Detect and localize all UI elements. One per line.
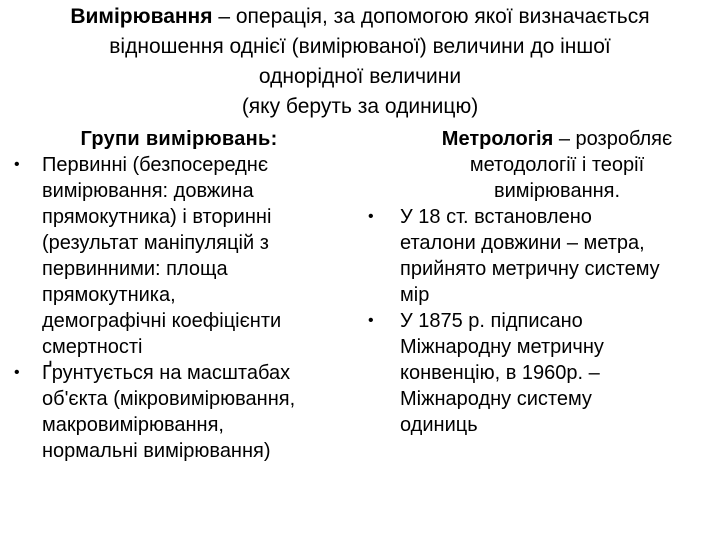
left-item-1-line: Первинні (безпосереднє: [42, 154, 269, 176]
right-bullet-item-2: [356, 308, 716, 438]
left-item-1-line: смертності: [42, 336, 143, 358]
right-bullet-list: [356, 204, 716, 438]
definition-term: Вимірювання: [70, 5, 213, 28]
left-heading: Групи вимірювань:: [80, 128, 278, 150]
left-item-1-line: вимірювання: довжина: [42, 180, 254, 202]
left-item-1-line: первинними: площа: [42, 258, 228, 280]
bullet-icon: •: [14, 364, 20, 381]
definition-block: [10, 2, 710, 122]
left-item-2-line: нормальні вимірювання): [42, 440, 271, 462]
definition-line-4: (яку беруть за одиницю): [241, 95, 479, 118]
definition-line-2: відношення однієї (вимірюваної) величини до іншої: [109, 35, 611, 58]
left-item-1-line: (результат маніпуляцій з: [42, 232, 269, 254]
right-item-2-line: Міжнародну систему: [400, 388, 592, 410]
definition-line-1-rest: – операція, за допомогою якої визначається: [212, 5, 650, 28]
left-item-2-line: об'єкта (мікровимірювання,: [42, 388, 296, 410]
right-column: [356, 126, 716, 438]
left-bullet-list: [14, 152, 344, 464]
left-column: [14, 126, 344, 464]
right-item-1-line: У 18 ст. встановлено: [400, 206, 592, 228]
right-heading-term: Метрологія: [441, 128, 554, 150]
right-heading-line-3: вимірювання.: [493, 180, 621, 202]
right-heading-line-1: [398, 126, 716, 152]
left-bullet-item-2: [14, 360, 344, 464]
bullet-icon: •: [368, 312, 374, 329]
definition-line-3: однорідної величини: [258, 65, 462, 88]
right-heading: [356, 126, 716, 204]
right-item-2-line: одиниць: [400, 414, 478, 436]
left-item-2-line: макровимірювання,: [42, 414, 224, 436]
bullet-icon: •: [368, 208, 374, 225]
right-item-2-line: Міжнародну метричну: [400, 336, 604, 358]
left-item-1-line: прямокутника) і вторинні: [42, 206, 272, 228]
left-item-1-line: демографічні коефіцієнти: [42, 310, 282, 332]
right-heading-line-1-rest: – розробляє: [553, 128, 673, 150]
left-item-2-line: Ґрунтується на масштабах: [42, 362, 291, 384]
right-item-2-line: У 1875 р. підписано: [400, 310, 583, 332]
left-item-1-line: прямокутника,: [42, 284, 176, 306]
right-item-1-line: мір: [400, 284, 430, 306]
left-bullet-item-1: [14, 152, 344, 360]
definition-line-1: [10, 2, 710, 32]
right-heading-line-2: методології і теорії: [469, 154, 645, 176]
right-bullet-item-1: [356, 204, 716, 308]
right-item-1-line: еталони довжини – метра,: [400, 232, 645, 254]
right-item-2-line: конвенцію, в 1960р. –: [400, 362, 600, 384]
bullet-icon: •: [14, 156, 20, 173]
right-item-1-line: прийнято метричну систему: [400, 258, 660, 280]
